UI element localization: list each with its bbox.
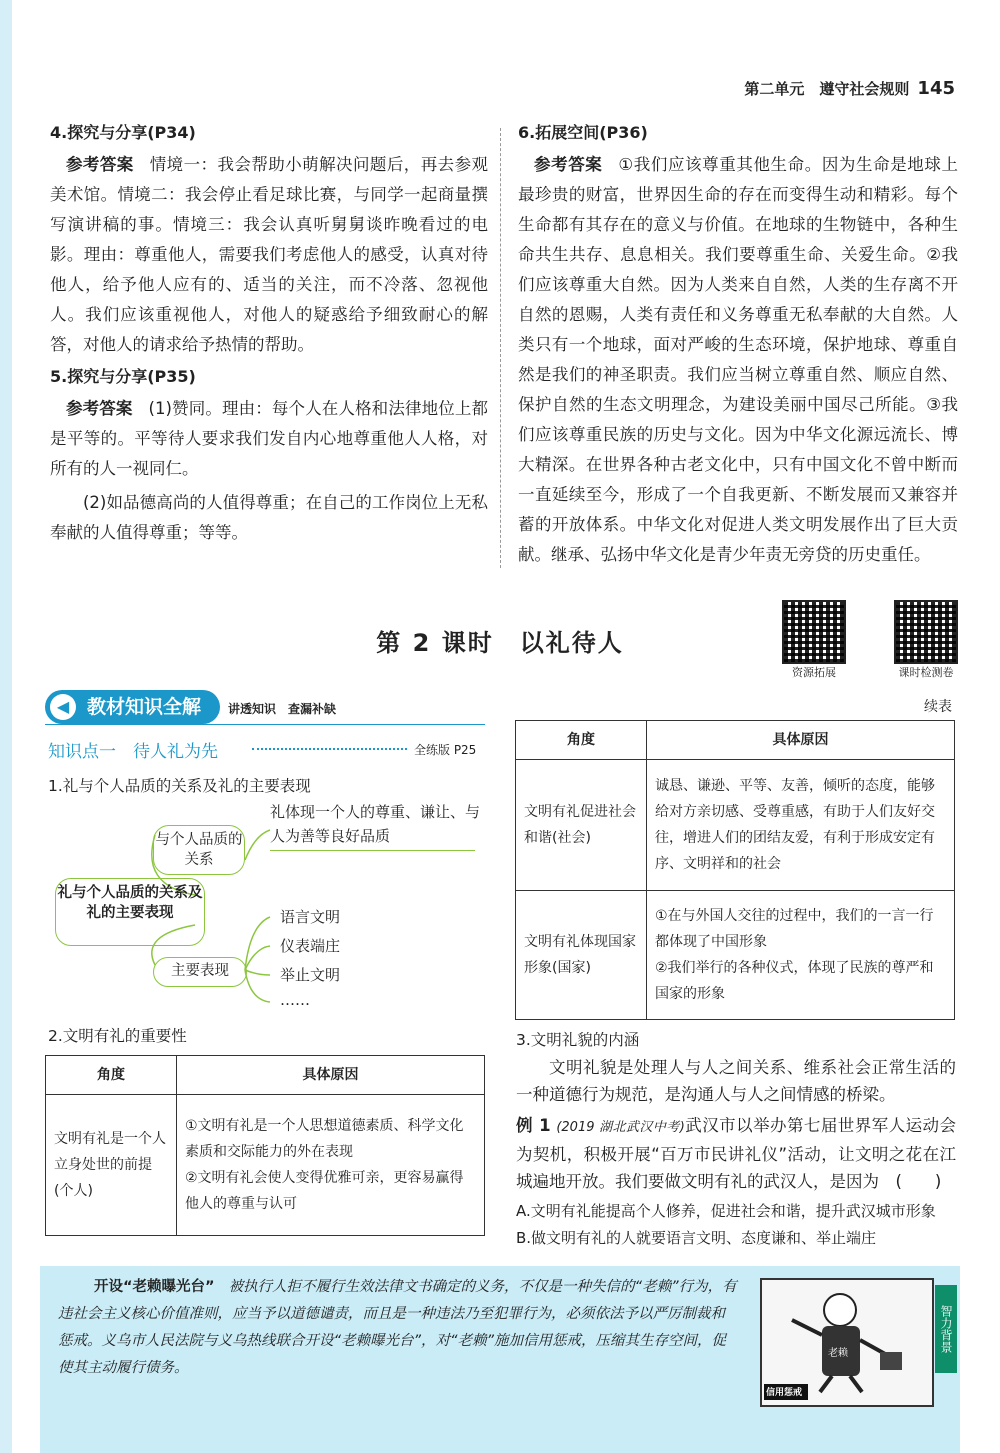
- table-row: [516, 760, 955, 891]
- qr-test[interactable]: [886, 600, 966, 680]
- table-cell-angle: 文明有礼是一个人立身处世的前提(个人): [46, 1095, 177, 1236]
- info-box-title: 开设“老赖曝光台”: [94, 1279, 215, 1295]
- banner-subtitle: 讲透知识 查漏补缺: [228, 702, 337, 716]
- mindmap-leaf: ……: [280, 991, 310, 1009]
- banner-rule: [45, 724, 485, 725]
- example-label: 例 1: [516, 1116, 551, 1135]
- option-a: A.文明有礼能提高个人修养，促进社会和谐，提升武汉城市形象: [516, 1202, 936, 1220]
- cartoon-sign: 信用惩戒: [766, 1388, 803, 1398]
- mindmap-leaf: 举止文明: [280, 966, 341, 984]
- table-header-cell: 具体原因: [647, 721, 955, 760]
- importance-table-continued: [515, 720, 955, 1020]
- qr-label: 课时检测卷: [898, 666, 954, 679]
- example-source: (2019 湖北武汉中考): [556, 1120, 685, 1135]
- section-5-answer-2: (2)如品德高尚的人值得尊重；在自己的工作岗位上无私奉献的人值得尊重；等等。: [50, 493, 488, 542]
- continued-label: 续表: [924, 699, 952, 715]
- item-2-heading: 2.文明有礼的重要性: [48, 1027, 187, 1045]
- left-column: [50, 120, 488, 548]
- table-cell-reason: ①文明有礼是一个人思想道德素质、科学文化素质和交际能力的外在表现 ②文明有礼会使人变得优雅可亲，更容易赢得他人的尊重与认可: [177, 1095, 485, 1236]
- mindmap-branch-expression: 主要表现: [153, 957, 247, 987]
- qr-code-icon: [782, 600, 846, 664]
- answer-label: 参考答案: [66, 399, 133, 418]
- table-row: [516, 891, 955, 1020]
- section-6-heading: 6.拓展空间(P36): [518, 123, 648, 142]
- side-tab: 智力背景: [935, 1285, 957, 1373]
- example-text: 武汉市以举办第七届世界军人运动会为契机，积极开展“百万市民讲礼仪”活动，让文明之花在江城遍地开放。我们要做文明有礼的武汉人，是因为 ( ): [516, 1116, 956, 1191]
- leader-dots: [252, 748, 407, 750]
- option-b: B.做文明有礼的人就要语言文明、态度谦和、举止端庄: [516, 1229, 877, 1247]
- table-cell-reason: 诚恳、谦逊、平等、友善，倾听的态度，能够给对方亲切感、受尊重感，有助于人们友好交往，增进人们的团结友爱，有利于形成安定有序、文明祥和的社会: [647, 760, 955, 891]
- qr-code-icon: [894, 600, 958, 664]
- lesson-title: 第 2 课时 以礼待人: [376, 629, 624, 657]
- table-header-cell: 角度: [46, 1056, 177, 1095]
- table-header-row: [46, 1056, 485, 1095]
- mindmap-underline: [270, 850, 475, 851]
- info-box-text: [58, 1274, 738, 1382]
- answer-label: 参考答案: [534, 155, 603, 174]
- table-cell-angle: 文明有礼促进社会和谐(社会): [516, 760, 647, 891]
- answer-text: ①我们应该尊重其他生命。因为生命是地球上最珍贵的财富，世界因生命的存在而变得生动和精彩。每个生命都有其存在的意义与价值。在地球的生物链中，各种生命共生共存、息息相关。我们要尊重生命、关爱生命。②我们应该尊重大自然。因为人类来自自然，人类的生存离不开自然的恩赐，人类有责任和义务尊重无私奉献的大自然。人类只有一个地球，面对严峻的生态环境，保护地球、尊重自然是我们的神圣职责。我们应当树立尊重自然、顺应自然、保护自然的生态文明理念，为建设美丽中国尽己所能。③我们应该尊重民族的历史与文化。因为中华文化源远流长、博大精深。在世界各种古老文化中，只有中国文化不曾中断而一直延续至今，形成了一个自我更新、不断发展而又兼容并蓄的开放体系。中华文化对促进人类文明发展作出了巨大贡献。继承、弘扬中华文化是青少年责无旁贷的历史重任。: [518, 155, 959, 564]
- running-title: 第二单元 遵守社会规则: [744, 80, 910, 98]
- answer-text: 情境一：我会帮助小萌解决问题后，再去参观美术馆。情境二：我会停止看足球比赛，与同学一起商量撰写演讲稿的事。情境三：我会认真听舅舅谈昨晚看过的电影。理由：尊重他人，需要我们考虑他人的感受，认真对待他人，给予他人应有的、适当的关注，而不冷落、忽视他人。我们应该重视他人，对他人的疑惑给予细致耐心的解答，对他人的请求给予热情的帮助。: [50, 155, 489, 354]
- page-number: 145: [917, 78, 955, 99]
- info-box-body: 被执行人拒不履行生效法律文书确定的义务，不仅是一种失信的“老赖”行为，有违社会主义核心价值准则，应当予以道德谴责，而且是一种违法乃至犯罪行为，必须依法予以严厉制裁和惩戒。义乌市人民法院与义乌热线联合开设“老赖曝光台”，对“老赖”施加信用惩戒，压缩其生存空间，促使其主动履行债务。: [58, 1279, 737, 1376]
- knowledge-point-ref: 全练版 P25: [414, 743, 477, 757]
- table-cell-reason: ①在与外国人交往的过程中，我们的一言一行都体现了中国形象 ②我们举行的各种仪式，体现了民族的尊严和国家的形象: [647, 891, 955, 1020]
- table-cell-angle: 文明有礼体现国家形象(国家): [516, 891, 647, 1020]
- mindmap-leaf: 语言文明: [280, 908, 341, 926]
- item-3-heading: 3.文明礼貌的内涵: [516, 1031, 640, 1049]
- table-header-row: [516, 721, 955, 760]
- mindmap: [45, 800, 485, 1020]
- mindmap-branch-quality: 与个人品质的关系: [153, 825, 245, 875]
- qr-resource[interactable]: [774, 600, 854, 680]
- qr-label: 资源拓展: [792, 666, 836, 679]
- section-banner: 教材知识全解: [45, 690, 220, 724]
- example-1: [516, 1112, 956, 1195]
- column-divider: [500, 128, 501, 568]
- knowledge-point-title: 知识点一 待人礼为先: [48, 742, 218, 762]
- cartoon-illustration: [760, 1278, 934, 1407]
- section-4-answer: [50, 150, 488, 360]
- answer-text: (1)赞同。理由：每个人在人格和法律地位上都是平等的。平等待人要求我们发自内心地尊重他人人格，对所有的人一视同仁。: [50, 399, 489, 478]
- mindmap-leaf: 仪表端庄: [280, 937, 341, 955]
- running-header: [744, 78, 955, 99]
- cartoon-label: 老赖: [828, 1348, 848, 1359]
- section-5-heading: 5.探究与分享(P35): [50, 367, 196, 386]
- table-header-cell: 具体原因: [177, 1056, 485, 1095]
- table-row: [46, 1095, 485, 1236]
- mindmap-root: 礼与个人品质的关系及礼的主要表现: [55, 878, 205, 946]
- section-4-heading: 4.探究与分享(P34): [50, 123, 196, 142]
- importance-table: [45, 1055, 485, 1236]
- table-header-cell: 角度: [516, 721, 647, 760]
- section-5-answer: [50, 394, 488, 484]
- item-1-heading: 1.礼与个人品质的关系及礼的主要表现: [48, 777, 311, 795]
- right-column: [518, 120, 958, 570]
- item-3-text: 文明礼貌是处理人与人之间关系、维系社会正常生活的一种道德行为规范，是沟通人与人之间情感的桥梁。: [516, 1058, 956, 1104]
- megaphone-icon: ◀: [50, 694, 76, 720]
- answer-label: 参考答案: [66, 155, 134, 174]
- left-edge-strip: [0, 0, 12, 1453]
- mindmap-leaf-quality: 礼体现一个人的尊重、谦让、与人为善等良好品质: [270, 803, 481, 845]
- section-6-answer: [518, 150, 958, 570]
